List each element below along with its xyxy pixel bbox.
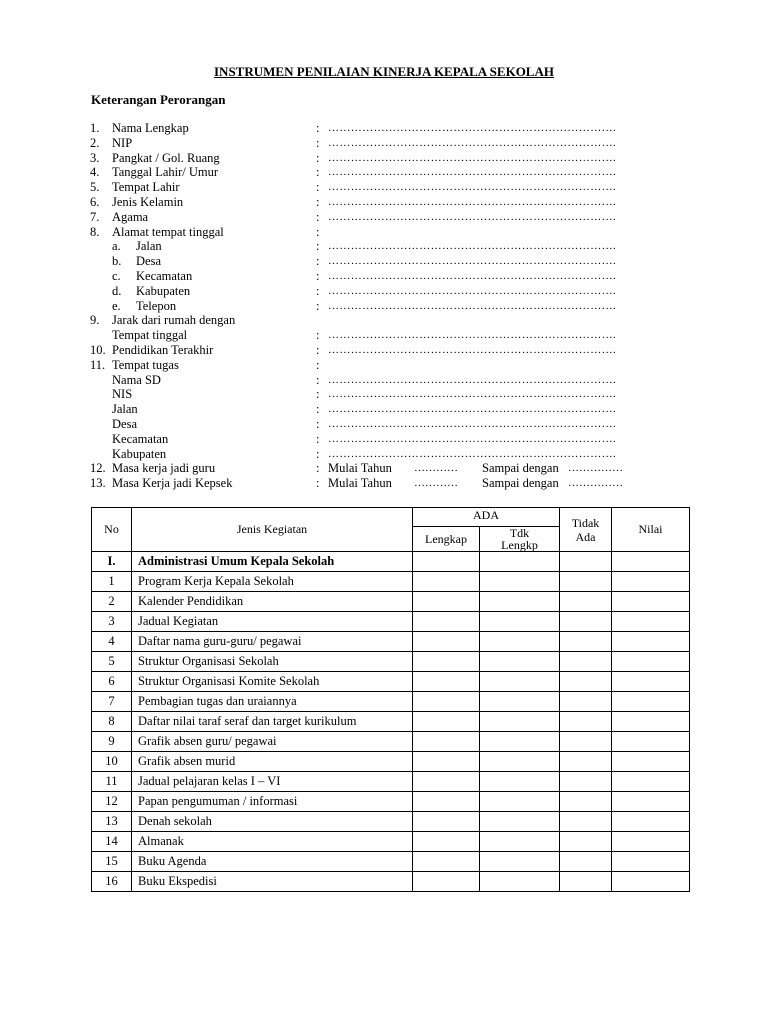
header-tdk-line1: Tdk [509,526,530,540]
cell-lengkap[interactable] [413,592,480,612]
form-row [90,136,690,151]
cell-nilai[interactable] [612,572,690,592]
field-colon: : [316,180,320,195]
header-no: No [92,508,132,552]
form-row-workplace-sub [90,387,690,402]
header-tdk-lengkap [480,527,560,552]
cell-tidak-ada[interactable] [560,712,612,732]
field-label: Kabupaten [112,446,167,461]
row-number: 12 [92,792,132,812]
tenure-end-label: Sampai dengan [482,461,559,476]
cell-tdk-lengkap[interactable] [480,692,560,712]
field-number: 12. [90,461,106,476]
cell-tidak-ada[interactable] [560,732,612,752]
field-colon: : [316,283,320,298]
page-title: INSTRUMEN PENILAIAN KINERJA KEPALA SEKOLAH [214,64,554,79]
field-input-dots[interactable]: …………………………………………………………………. [328,417,617,430]
cell-tdk-lengkap[interactable] [480,572,560,592]
field-input-dots[interactable]: …………………………………………………………………. [328,299,617,312]
field-number: 3. [90,150,100,165]
cell-tidak-ada[interactable] [560,812,612,832]
cell-tdk-lengkap[interactable] [480,772,560,792]
field-label: Desa [112,416,137,431]
field-input-dots[interactable]: …………………………………………………………………. [328,329,617,342]
field-label: Nama Lengkap [112,121,189,135]
field-label: Jarak dari rumah dengan [112,313,236,328]
table-row [92,852,690,872]
field-label: Nama SD [112,372,161,387]
cell-lengkap[interactable] [413,852,480,872]
form-row-address [90,299,690,314]
row-activity-label: Buku Agenda [132,852,413,872]
table-row [92,732,690,752]
table-row [92,772,690,792]
row-number: 16 [92,872,132,892]
cell-lengkap[interactable] [413,772,480,792]
row-number: 10 [92,752,132,772]
field-colon: : [316,165,320,180]
row-number: 14 [92,832,132,852]
field-number: 1. [90,121,100,135]
row-number: 5 [92,652,132,672]
field-colon: : [316,328,320,343]
cell-lengkap[interactable] [413,652,480,672]
field-label: Masa Kerja jadi Kepsek [112,476,233,491]
form-row-address [90,254,690,269]
cell-tidak-ada[interactable] [560,552,612,572]
row-activity-label: Buku Ekspedisi [132,872,413,892]
field-colon: : [316,342,320,357]
cell-lengkap[interactable] [413,752,480,772]
cell-tidak-ada[interactable] [560,792,612,812]
table-row [92,752,690,772]
row-activity-label: Almanak [132,832,413,852]
field-colon: : [316,121,320,135]
form-row [90,151,690,166]
field-label: Pangkat / Gol. Ruang [112,150,220,165]
table-row [92,612,690,632]
cell-nilai[interactable] [612,672,690,692]
row-activity-label: Grafik absen murid [132,752,413,772]
field-colon: : [316,416,320,431]
form-row [90,180,690,195]
cell-lengkap[interactable] [413,712,480,732]
table-row [92,572,690,592]
cell-tdk-lengkap[interactable] [480,832,560,852]
form-row [90,225,690,240]
field-label: Jenis Kelamin [112,194,184,209]
header-tidak-ada-line2: Ada [575,529,596,544]
form-row-workplace [90,358,690,373]
cell-tdk-lengkap[interactable] [480,672,560,692]
field-colon: : [316,298,320,313]
cell-lengkap[interactable] [413,612,480,632]
field-number: 13. [90,476,106,491]
header-tidak-ada [560,508,612,552]
row-activity-label: Grafik absen guru/ pegawai [132,732,413,752]
field-input-dots[interactable]: …………………………………………………………………. [328,388,617,401]
cell-tidak-ada[interactable] [560,672,612,692]
section-number: I. [92,552,132,572]
cell-nilai[interactable] [612,832,690,852]
address-sub-text: Kabupaten [136,283,191,298]
address-sub-label [112,299,176,314]
address-sub-text: Desa [136,254,161,269]
field-input-dots[interactable]: …………………………………………………………………. [328,181,617,194]
field-input-dots[interactable]: …………………………………………………………………. [328,447,617,460]
cell-tidak-ada[interactable] [560,832,612,852]
field-label: Tempat tinggal [112,328,188,343]
table-section-row [92,552,690,572]
field-label: Tanggal Lahir/ Umur [112,165,219,180]
form-row-education [90,343,690,358]
header-tdk-line2: Lengkp [501,538,538,552]
form-row-workplace-sub [90,373,690,388]
cell-lengkap[interactable] [413,572,480,592]
address-sub-text: Kecamatan [136,268,193,283]
field-colon: : [316,461,320,476]
form-row-workplace-sub [90,417,690,432]
address-sub-letter: c. [112,268,121,283]
cell-tdk-lengkap[interactable] [480,872,560,892]
address-sub-letter: e. [112,298,121,313]
tenure-start-label: Mulai Tahun [328,476,392,491]
row-activity-label: Pembagian tugas dan uraiannya [132,692,413,712]
cell-nilai[interactable] [612,612,690,632]
field-colon: : [316,209,320,224]
section-title-personal: Keterangan Perorangan [91,92,226,107]
table-row [92,792,690,812]
section-label: Administrasi Umum Kepala Sekolah [132,552,413,572]
field-colon: : [316,150,320,165]
address-sub-label [112,284,190,299]
field-number: 4. [90,165,100,180]
address-sub-text: Jalan [136,239,162,254]
field-input-dots[interactable]: …………………………………………………………………. [328,284,617,297]
cell-tdk-lengkap[interactable] [480,652,560,672]
address-sub-label [112,239,162,254]
row-number: 3 [92,612,132,632]
field-number: 5. [90,180,100,195]
header-ada: ADA [413,508,560,527]
cell-lengkap[interactable] [413,552,480,572]
cell-tdk-lengkap[interactable] [480,592,560,612]
row-number: 6 [92,672,132,692]
table-row [92,672,690,692]
cell-nilai[interactable] [612,872,690,892]
field-input-dots[interactable]: …………………………………………………………………. [328,373,617,386]
cell-tidak-ada[interactable] [560,852,612,872]
row-number: 7 [92,692,132,712]
row-activity-label: Daftar nama guru-guru/ pegawai [132,632,413,652]
row-activity-label: Kalender Pendidikan [132,592,413,612]
field-colon: : [316,372,320,387]
cell-tdk-lengkap[interactable] [480,732,560,752]
row-number: 4 [92,632,132,652]
field-colon: : [316,357,320,372]
cell-tidak-ada[interactable] [560,872,612,892]
cell-tdk-lengkap[interactable] [480,792,560,812]
tenure-end-input[interactable]: …………… [568,477,623,490]
header-nilai: Nilai [612,508,690,552]
form-row [90,210,690,225]
header-lengkap: Lengkap [413,527,480,552]
personal-info-form [90,121,690,491]
cell-nilai[interactable] [612,772,690,792]
cell-nilai[interactable] [612,632,690,652]
field-colon: : [316,402,320,417]
address-sub-text: Telepon [136,298,177,313]
cell-lengkap[interactable] [413,632,480,652]
cell-tdk-lengkap[interactable] [480,752,560,772]
tenure-end-input[interactable]: …………… [568,462,623,475]
row-activity-label: Struktur Organisasi Sekolah [132,652,413,672]
field-colon: : [316,476,320,491]
field-colon: : [316,431,320,446]
field-input-dots[interactable]: …………………………………………………………………. [328,269,617,282]
cell-tidak-ada[interactable] [560,612,612,632]
cell-nilai[interactable] [612,752,690,772]
tenure-start-label: Mulai Tahun [328,461,392,476]
field-colon: : [316,268,320,283]
address-sub-label [112,254,161,269]
cell-lengkap[interactable] [413,832,480,852]
field-input-dots[interactable]: …………………………………………………………………. [328,151,617,164]
field-input-dots[interactable]: …………………………………………………………………. [328,210,617,223]
header-tidak-ada-line1: Tidak [571,515,600,530]
cell-tdk-lengkap[interactable] [480,712,560,732]
cell-lengkap[interactable] [413,812,480,832]
field-input-dots[interactable]: …………………………………………………………………. [328,432,617,445]
cell-nilai[interactable] [612,592,690,612]
cell-nilai[interactable] [612,792,690,812]
field-label: Kecamatan [112,431,169,446]
cell-tdk-lengkap[interactable] [480,612,560,632]
table-row [92,592,690,612]
field-input-dots[interactable]: …………………………………………………………………. [328,403,617,416]
cell-nilai[interactable] [612,692,690,712]
assessment-table [91,507,690,892]
row-number: 11 [92,772,132,792]
table-row [92,812,690,832]
tenure-start-input[interactable]: ………… [414,462,458,475]
address-sub-letter: a. [112,239,121,254]
field-input-dots[interactable]: …………………………………………………………………. [328,136,617,149]
row-number: 2 [92,592,132,612]
table-row [92,652,690,672]
cell-nilai[interactable] [612,552,690,572]
form-row-workplace-sub [90,447,690,462]
field-label: Pendidikan Terakhir [112,342,214,357]
row-activity-label: Jadual pelajaran kelas I – VI [132,772,413,792]
form-row [90,165,690,180]
cell-lengkap[interactable] [413,672,480,692]
cell-lengkap[interactable] [413,692,480,712]
field-colon: : [316,387,320,402]
form-row-address [90,239,690,254]
form-row-workplace-sub [90,402,690,417]
field-colon: : [316,254,320,269]
field-number: 8. [90,224,100,239]
cell-nilai[interactable] [612,652,690,672]
tenure-start-input[interactable]: ………… [414,477,458,490]
cell-tdk-lengkap[interactable] [480,552,560,572]
row-number: 8 [92,712,132,732]
cell-tidak-ada[interactable] [560,592,612,612]
field-label: NIP [112,135,133,150]
cell-nilai[interactable] [612,812,690,832]
cell-tdk-lengkap[interactable] [480,812,560,832]
row-activity-label: Struktur Organisasi Komite Sekolah [132,672,413,692]
table-row [92,632,690,652]
table-row [92,692,690,712]
field-label: Masa kerja jadi guru [112,461,216,476]
form-row [90,195,690,210]
form-row-workplace-sub [90,432,690,447]
form-row-distance-2 [90,328,690,343]
cell-lengkap[interactable] [413,732,480,752]
address-sub-letter: d. [112,283,122,298]
form-row [90,121,690,136]
form-row-tenure-2 [90,476,690,491]
row-activity-label: Daftar nilai taraf seraf dan target kurikulum [132,712,413,732]
row-number: 9 [92,732,132,752]
cell-tidak-ada[interactable] [560,772,612,792]
field-number: 6. [90,194,100,209]
field-label: Tempat Lahir [112,180,180,195]
field-input-dots[interactable]: …………………………………………………………………. [328,166,617,179]
field-input-dots[interactable]: …………………………………………………………………. [328,255,617,268]
row-activity-label: Jadual Kegiatan [132,612,413,632]
cell-lengkap[interactable] [413,872,480,892]
address-sub-letter: b. [112,254,122,269]
row-number: 1 [92,572,132,592]
field-number: 10. [90,342,106,357]
field-number: 11. [90,357,106,372]
field-input-dots[interactable]: …………………………………………………………………. [328,195,617,208]
cell-tidak-ada[interactable] [560,752,612,772]
cell-nilai[interactable] [612,732,690,752]
field-colon: : [316,224,320,239]
field-label: Jalan [112,402,138,417]
field-input-dots[interactable]: …………………………………………………………………. [328,240,617,253]
field-colon: : [316,446,320,461]
cell-tidak-ada[interactable] [560,632,612,652]
form-row-tenure-1 [90,461,690,476]
cell-tdk-lengkap[interactable] [480,852,560,872]
form-row-distance [90,313,690,328]
table-row [92,832,690,852]
field-number: 9. [90,313,100,328]
form-row-address [90,284,690,299]
row-number: 15 [92,852,132,872]
field-number: 7. [90,209,100,224]
field-label: Agama [112,209,149,224]
cell-nilai[interactable] [612,852,690,872]
row-activity-label: Papan pengumuman / informasi [132,792,413,812]
field-colon: : [316,194,320,209]
header-jenis-kegiatan: Jenis Kegiatan [132,508,413,552]
address-sub-label [112,269,192,284]
row-activity-label: Denah sekolah [132,812,413,832]
field-colon: : [316,135,320,150]
field-label: NIS [112,387,133,402]
cell-tidak-ada[interactable] [560,572,612,592]
form-row-address [90,269,690,284]
cell-tdk-lengkap[interactable] [480,632,560,652]
table-row [92,872,690,892]
cell-lengkap[interactable] [413,792,480,812]
cell-tidak-ada[interactable] [560,692,612,712]
field-number: 2. [90,135,100,150]
field-input-dots[interactable]: …………………………………………………………………. [328,343,617,356]
field-colon: : [316,239,320,254]
cell-nilai[interactable] [612,712,690,732]
row-activity-label: Program Kerja Kepala Sekolah [132,572,413,592]
cell-tidak-ada[interactable] [560,652,612,672]
field-input-dots[interactable]: …………………………………………………………………. [328,122,617,134]
field-label: Alamat tempat tinggal [112,224,224,239]
row-number: 13 [92,812,132,832]
field-label: Tempat tugas [112,357,179,372]
tenure-end-label: Sampai dengan [482,476,559,491]
table-row [92,712,690,732]
